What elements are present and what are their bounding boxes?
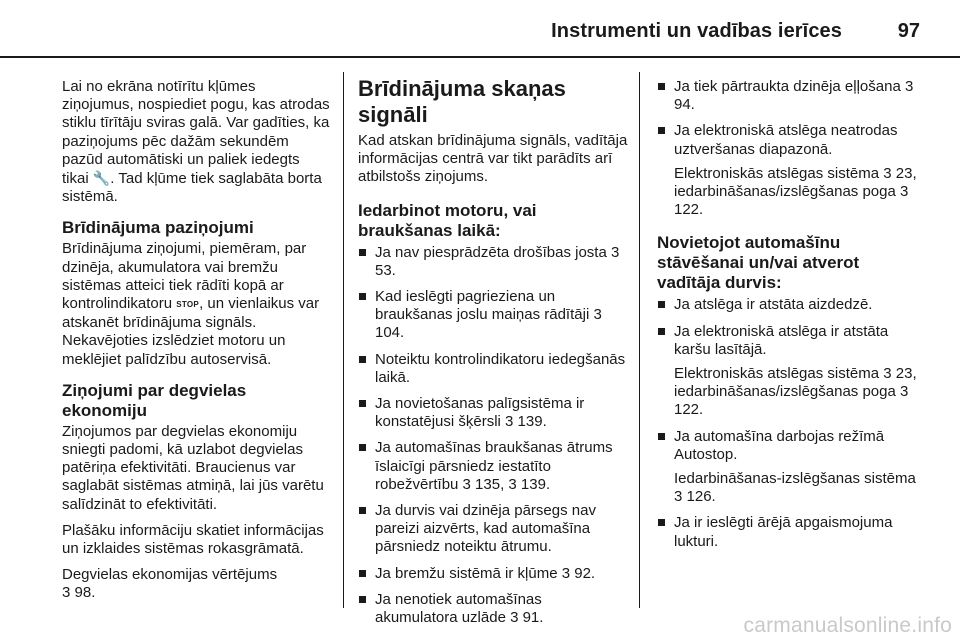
column-divider [343, 72, 344, 608]
lights-list [657, 514, 922, 550]
bullet-icon [658, 328, 665, 335]
list-item: Ja nenotiek automašīnas akumulatora uzlāde 3 91. [358, 591, 628, 627]
bullet-icon [658, 83, 665, 90]
stop-start-ref: Iedarbināšanas-izslēgšanas sistēma 3 126. [674, 470, 916, 506]
list-item: Ja tiek pārtraukta dzinēja eļļošana 3 94. [657, 78, 922, 114]
list-item: Ja ir ieslēgti ārējā apgaismojuma lukturi. [657, 514, 922, 550]
fuel-economy-ref: Degvielas ekonomijas vērtējums 3 98. [62, 566, 278, 602]
list-item: Ja bremžu sistēmā ir kļūme 3 92. [358, 565, 628, 583]
bullet-icon [359, 507, 366, 514]
bullet-icon [359, 356, 366, 363]
parking-list [657, 296, 922, 359]
section-heading-warning-chimes: Brīdinājuma skaņas signāli [358, 76, 566, 127]
section-heading-fuel-economy: Ziņojumi par degvielas ekonomiju [62, 380, 247, 420]
bullet-icon [658, 127, 665, 134]
list-item: Ja novietošanas palīgsistēma ir konstatējusi šķērsli 3 139. [358, 395, 628, 431]
intro-paragraph: Lai no ekrāna notīrītu kļūmes ziņojumus, nospiediet pogu, kas atrodas stiklu tīrītāju sviras galā. Var gadīties, ka paziņojums pēc dažām sekundēm pazūd automātiski un paliek iedegts tikai 🔧. Tad kļūme tiek saglabāta borta sistēmā. [62, 78, 330, 206]
list-item: Kad ieslēgti pagrieziena un braukšanas joslu maiņas rādītāji 3 104. [358, 288, 628, 343]
list-item: Ja durvis vai dzinēja pārsegs nav pareizi aizvērts, kad automašīna pārsniedz noteiktu ātrumu. [358, 502, 628, 557]
bullet-icon [658, 433, 665, 440]
bullet-icon [359, 400, 366, 407]
fuel-economy-paragraph: Ziņojumos par degvielas ekonomiju sniegti padomi, kā uzlabot degvielas patēriņa efektivitāti. Braucienus var saglabāt sistēmas atmiņā, lai jūs varētu salīdzināt to efektivitāti. [62, 422, 324, 513]
driving-list [358, 244, 628, 628]
chapter-title: Instrumenti un vadības ierīces [551, 20, 842, 42]
list-item: Ja elektroniskā atslēga neatrodas uztveršanas diapazonā. [657, 122, 922, 158]
list-item: Ja automašīna darbojas režīmā Autostop. [657, 428, 922, 464]
section-heading-warnings: Brīdinājuma paziņojumi [62, 218, 254, 238]
warnings-paragraph: Brīdinājuma ziņojumi, piemēram, par dzinēja, akumulatora vai bremžu sistēmas atteici tiek rādīti kopā ar kontrolindikatoru STOP, un vienlaikus var atskanēt brīdinājuma signāls. Nekavējoties izslēdziet motoru un meklējiet palīdzību autoservisā. [62, 240, 320, 368]
bullet-icon [658, 519, 665, 526]
wrench-icon: 🔧 [92, 170, 111, 187]
header-rule [0, 56, 960, 58]
list-item: Ja nav piesprādzēta drošības josta 3 53. [358, 244, 628, 280]
chimes-intro: Kad atskan brīdinājuma signāls, vadītāja informācijas centrā var tikt parādīts arī atbilstošs ziņojums. [358, 132, 628, 186]
list-item: Ja atslēga ir atstāta aizdedzē. [657, 296, 922, 314]
bullet-icon [359, 293, 366, 300]
list-item: Ja automašīnas braukšanas ātrums īslaicīgi pārsniedz iestatīto robežvērtību 3 135, 3 139. [358, 439, 628, 494]
page-header [0, 0, 960, 56]
more-info-paragraph: Plašāku informāciju skatiet informācijas un izklaides sistēmas rokasgrāmatā. [62, 521, 324, 558]
subheading-parking: Novietojot automašīnu stāvēšanai un/vai atverot vadītāja durvis: [657, 233, 860, 293]
list-item: Noteiktu kontrolindikatoru iedegšanās laikā. [358, 351, 628, 387]
column-2 [358, 76, 628, 635]
key-system-ref: Elektroniskās atslēgas sistēma 3 23, iedarbināšanas/izslēgšanas poga 3 122. [674, 164, 917, 219]
bullet-icon [359, 596, 366, 603]
bullet-icon [658, 301, 665, 308]
column-divider [639, 72, 640, 608]
stop-indicator-icon: STOP [176, 300, 200, 310]
column-3 [657, 78, 922, 559]
bullet-icon [359, 570, 366, 577]
page-number: 97 [897, 20, 920, 42]
engine-list [657, 78, 922, 159]
key-system-ref: Elektroniskās atslēgas sistēma 3 23, iedarbināšanas/izslēgšanas poga 3 122. [674, 365, 917, 419]
bullet-icon [359, 249, 366, 256]
bullet-icon [359, 444, 366, 451]
watermark: carmanualsonline.info [743, 614, 952, 637]
autostop-list [657, 428, 922, 464]
column-1 [62, 78, 330, 611]
list-item: Ja elektroniskā atslēga ir atstāta karšu lasītājā. [657, 323, 922, 359]
subheading-driving: Iedarbinot motoru, vai braukšanas laikā: [358, 200, 537, 240]
